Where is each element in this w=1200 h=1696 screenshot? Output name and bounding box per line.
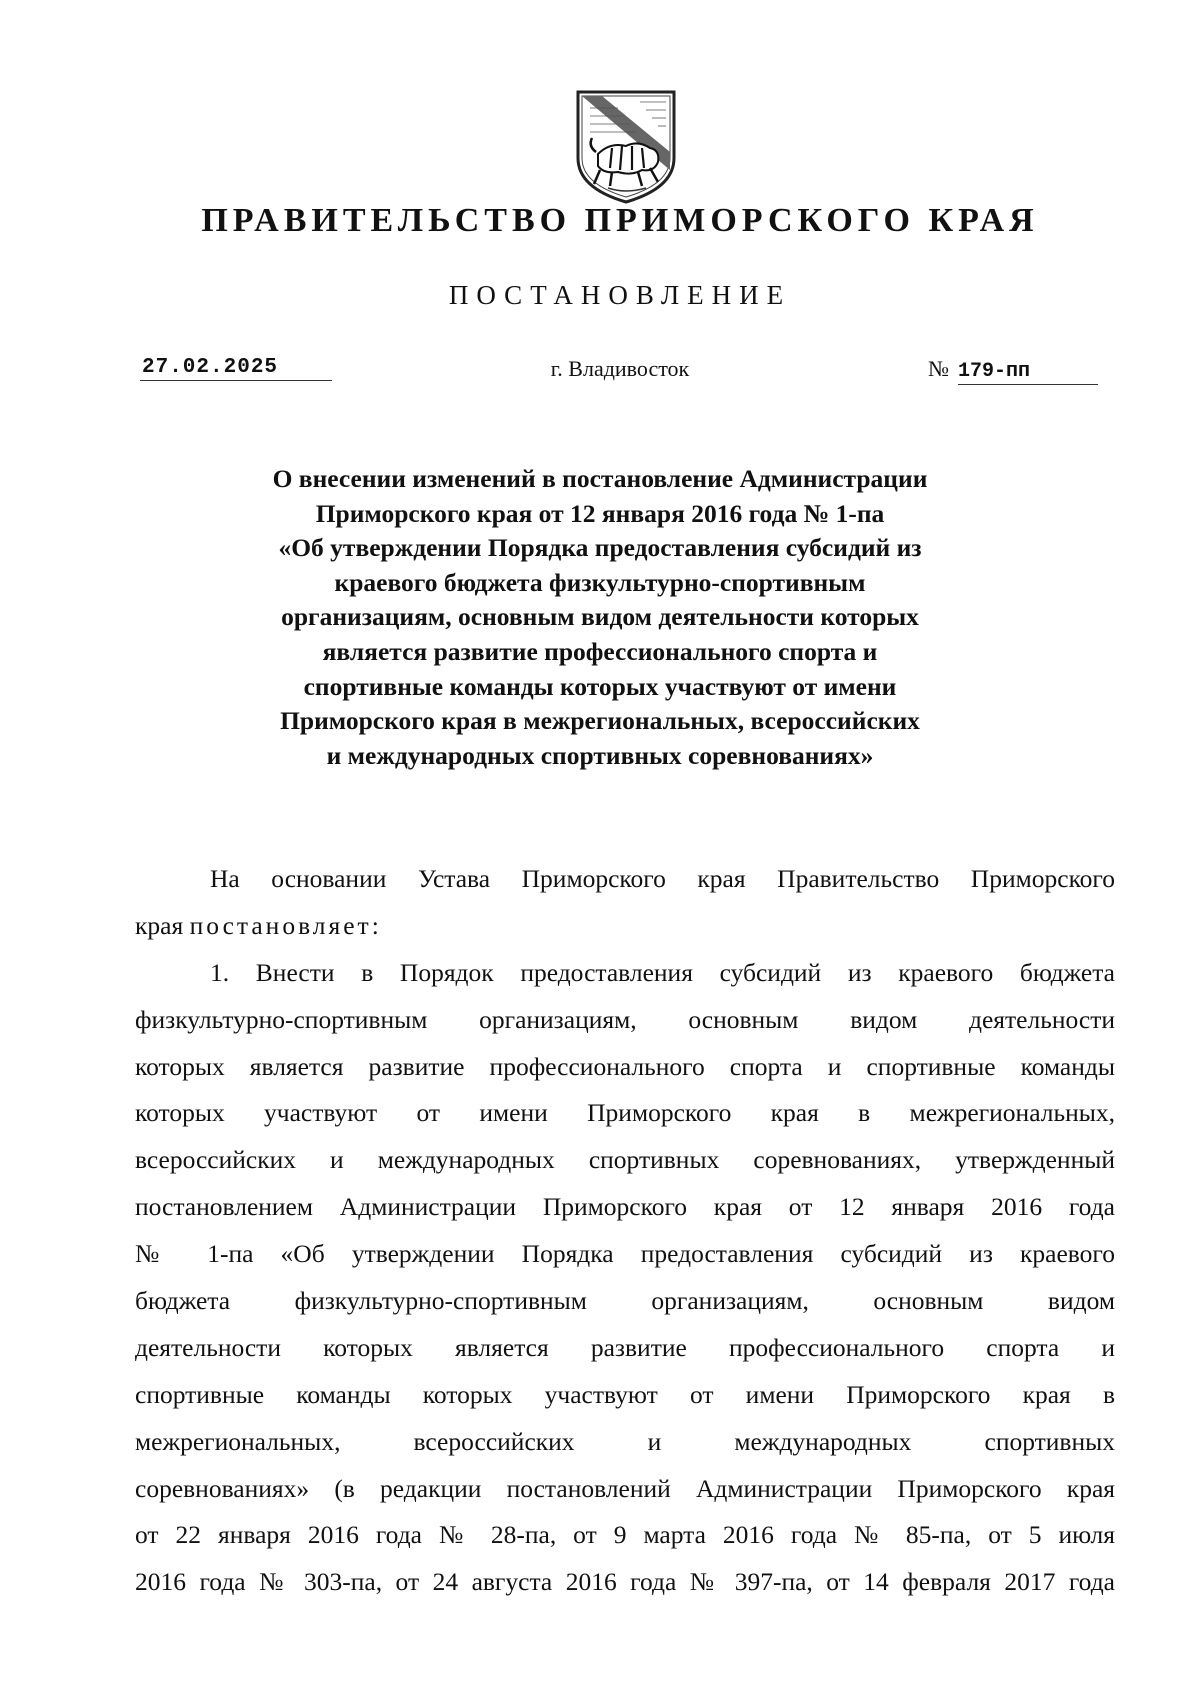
document-date: 27.02.2025 [140, 356, 332, 381]
heading-line: организациям, основным видом деятельности которых [281, 602, 919, 632]
body-line: деятельности которых является развитие профессионального спорта и [135, 1332, 1115, 1362]
heading-line: краевого бюджета физкультурно-спортивным [334, 567, 866, 597]
body-line: всероссийских и международных спортивных соревнованиях, утвержденный [135, 1145, 1115, 1175]
body-line [135, 903, 1115, 950]
heading-line: является развитие профессионального спорта и [322, 636, 878, 666]
body-line: 1. Внести в Порядок предоставления субсидий из краевого бюджета [210, 957, 1115, 987]
body-line: № 1-па «Об утверждении Порядка предоставления субсидий из краевого [135, 1239, 1115, 1269]
body-line: 2016 года № 303-па, от 24 августа 2016 года № 397-па, от 14 февраля 2017 года [135, 1567, 1115, 1597]
body-line: от 22 января 2016 года № 28-па, от 9 марта 2016 года № 85-па, от 5 июля [135, 1520, 1115, 1550]
coat-of-arms-icon [568, 88, 684, 204]
heading-line: Приморского края от 12 января 2016 года № 1-па [315, 498, 885, 528]
intro-word: края [135, 910, 190, 940]
document-heading [180, 462, 1020, 773]
document-number-field [928, 356, 1108, 385]
heading-line: О внесении изменений в постановление Администрации [272, 464, 928, 493]
body-line: которых является развитие профессионального спорта и спортивные команды [135, 1051, 1115, 1081]
government-title: ПРАВИТЕЛЬСТВО ПРИМОРСКОГО КРАЯ [201, 202, 1039, 239]
decree-word: постановляет: [189, 910, 382, 940]
heading-line: «Об утверждении Порядка предоставления субсидий из [278, 533, 922, 563]
body-line: спортивные команды которых участвуют от имени Приморского края в [135, 1379, 1115, 1409]
body-line: постановлением Администрации Приморского края от 12 января 2016 года [135, 1192, 1115, 1222]
body-line: бюджета физкультурно-спортивным организациям, основным видом [135, 1286, 1115, 1316]
number-sign: № [928, 356, 949, 381]
document-type: ПОСТАНОВЛЕНИЕ [448, 280, 792, 310]
body-line: физкультурно-спортивным организациям, основным видом деятельности [135, 1004, 1115, 1034]
document-number: 179-пп [958, 360, 1098, 385]
body-line: соревнованиях» (в редакции постановлений Администрации Приморского края [135, 1473, 1115, 1503]
body-line: На основании Устава Приморского края Правительство Приморского [210, 864, 1115, 893]
body-line: которых участвуют от имени Приморского края в межрегиональных, [135, 1098, 1115, 1128]
body-line: межрегиональных, всероссийских и международных спортивных [135, 1426, 1115, 1456]
heading-line: Приморского края в межрегиональных, всероссийских [280, 706, 920, 736]
document-body [135, 856, 1115, 1606]
heading-line: и международных спортивных соревнованиях» [326, 740, 874, 770]
document-city: г. Владивосток [550, 356, 690, 381]
heading-line: спортивные команды которых участвуют от имени [303, 671, 897, 701]
